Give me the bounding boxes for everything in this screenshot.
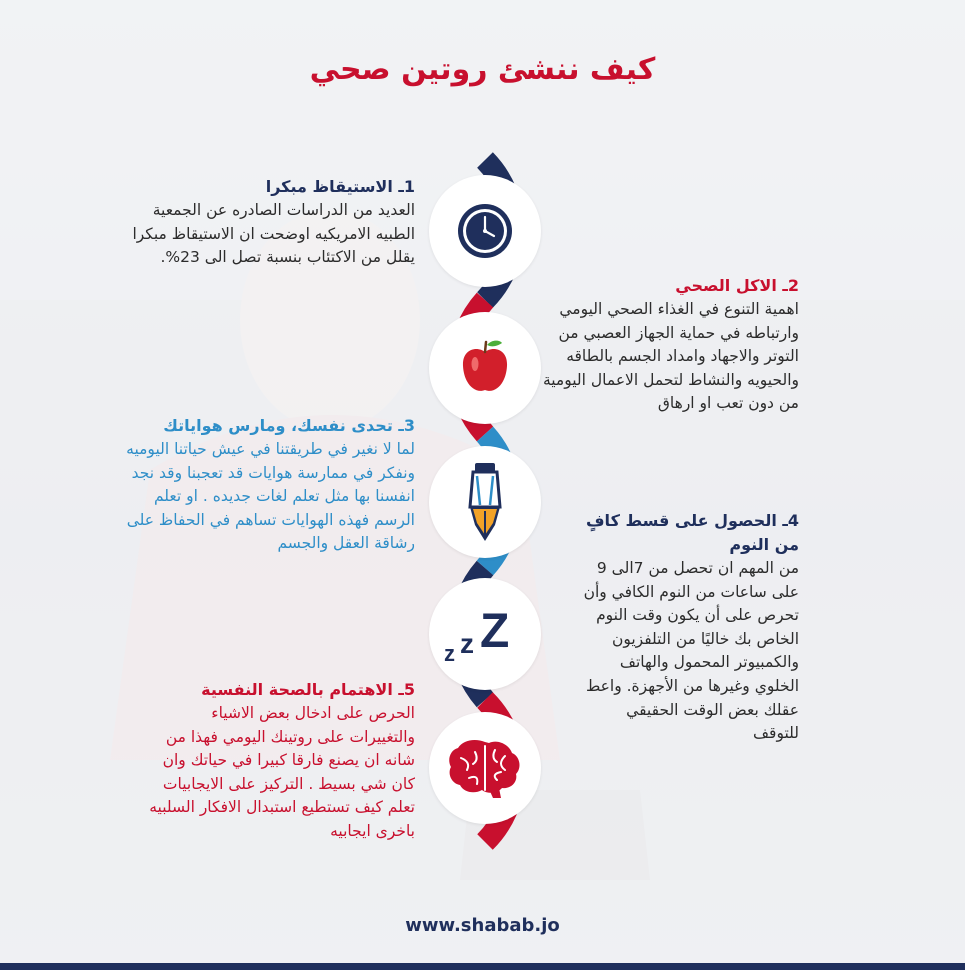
step-5-text (145, 678, 415, 844)
step-2-text (539, 274, 799, 416)
step-1-body: العديد من الدراسات الصادره عن الجمعية الطبيه الامريكيه اوضحت ان الاستيقاظ مبكرا يقلل من الاكتئاب بنسبة تصل الى 23%. (132, 201, 415, 267)
pen-nib-icon (463, 459, 507, 545)
step-4-circle (429, 578, 541, 690)
step-5-heading: 5ـ الاهتمام بالصحة النفسية (201, 680, 415, 699)
bottom-bar (0, 963, 965, 970)
step-3-heading: 3ـ تحدى نفسك، ومارس هواياتك (163, 416, 415, 435)
step-3-circle (429, 446, 541, 558)
apple-icon (458, 338, 512, 398)
step-2-circle (429, 312, 541, 424)
step-1-heading: 1ـ الاستيقاظ مبكرا (265, 177, 415, 196)
step-5-body: الحرص على ادخال بعض الاشياء والتغييرات على روتينك اليومي فهذا من شانه ان يصنع فارقا كبيرا في حياتك وان كان شي بسيط . التركيز على الايجابيات تعلم كيف تستطيع استبدال الافكار السلبيه باخرى ايجابيه (149, 704, 415, 840)
svg-text:z: z (460, 628, 474, 659)
svg-text:z: z (444, 641, 455, 665)
step-4-text (581, 509, 799, 746)
sleep-zzz-icon (444, 603, 526, 665)
step-4-heading: 4ـ الحصول على قسط كافٍ من النوم (585, 511, 799, 554)
step-2-body: اهمية التنوع في الغذاء الصحي اليومي وارتباطه في حماية الجهاز العصبي من التوتر والاجهاد وامداد الجسم بالطاقه والحيويه والنشاط لتحمل الاعمال اليومية من دون تعب او ارهاق (542, 300, 799, 413)
step-4-body: من المهم ان تحصل من 7الى 9 على ساعات من النوم الكافي وأن تحرص على أن يكون وقت النوم الخاص بك خاليًا من التلفزيون والكمبيوتر المحمول والهاتف الخلوي وغيرها من الأجهزة. واعط عقلك بعض الوقت الحقيقي للتوقف (583, 559, 799, 743)
step-5-circle (429, 712, 541, 824)
website-link[interactable]: www.shabab.jo (405, 915, 560, 936)
clock-icon (454, 200, 516, 262)
step-1-text (115, 175, 415, 270)
svg-text:Z: Z (480, 605, 510, 658)
page-title: كيف ننشئ روتين صحي (309, 52, 656, 87)
step-1-circle (429, 175, 541, 287)
step-3-body: لما لا نغير في طريقتنا في عيش حياتنا اليوميه ونفكر في ممارسة هوايات قد تعجبنا وقد نجد انفسنا بها مثل تعلم لغات جديده . او تعلم الرسم فهذه الهوايات تساهم في الحفاظ على رشاقة العقل والجسم (126, 440, 415, 553)
brain-icon (445, 736, 525, 800)
step-3-text (115, 414, 415, 556)
step-2-heading: 2ـ الاكل الصحي (675, 276, 799, 295)
